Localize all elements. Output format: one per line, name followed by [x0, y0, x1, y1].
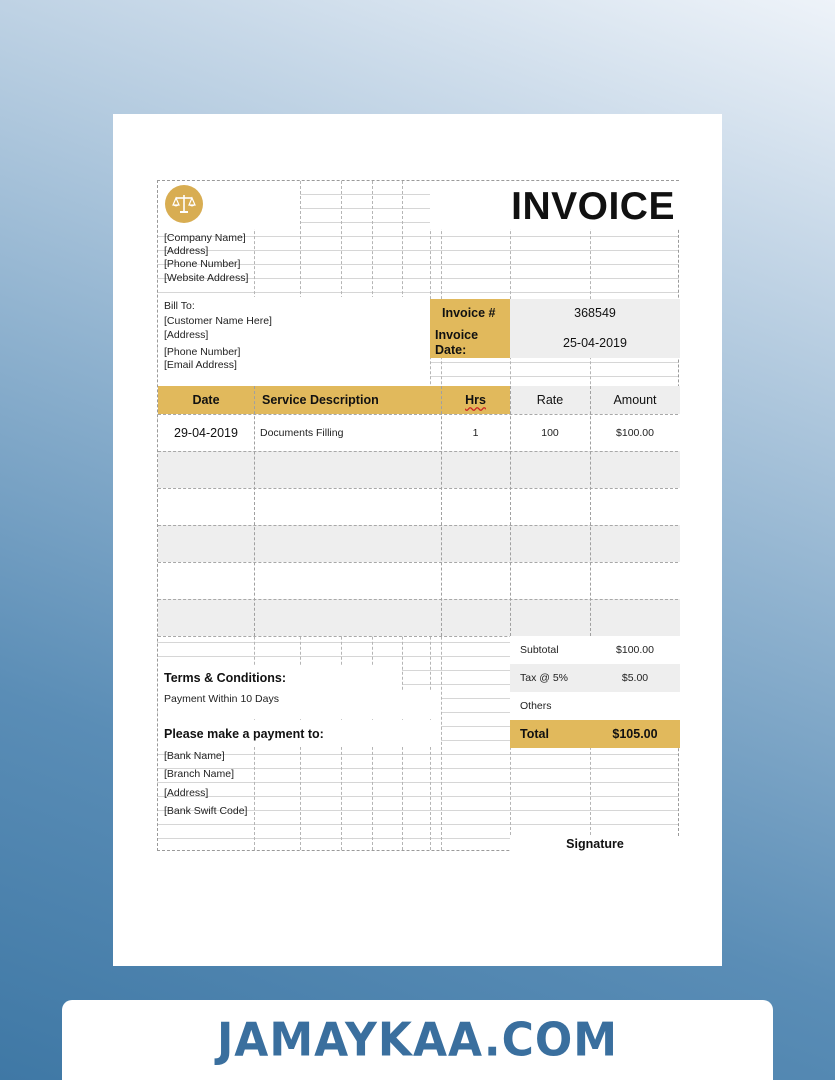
table-row: [158, 451, 680, 488]
row-divider: [158, 414, 678, 415]
invoice-title: INVOICE: [511, 185, 675, 228]
company-address: [Address]: [164, 244, 209, 257]
title-area: [430, 181, 680, 229]
footer-banner: [62, 1000, 773, 1080]
company-name: [Company Name]: [164, 231, 246, 244]
others-label: Others: [510, 692, 590, 720]
table-row: [158, 562, 680, 599]
row-divider: [158, 599, 678, 600]
tax-value: $5.00: [590, 664, 680, 692]
row-divider: [158, 525, 678, 526]
invoice-sheet: [157, 180, 679, 851]
brand-watermark: JAMAYKAA.COM: [216, 1013, 619, 1067]
company-website: [Website Address]: [164, 271, 249, 284]
col-header-rate: Rate: [510, 386, 590, 414]
row-divider: [158, 451, 678, 452]
company-phone: [Phone Number]: [164, 257, 241, 270]
row-divider: [158, 562, 678, 563]
col-header-date: Date: [158, 386, 254, 414]
row-amount: $100.00: [616, 426, 654, 439]
table-col-divider: [590, 386, 591, 636]
row-rate: 100: [541, 426, 559, 439]
invoice-page: [113, 114, 722, 966]
signature-label: Signature: [510, 836, 680, 851]
table-row: [158, 488, 680, 525]
col-header-description: Service Description: [254, 386, 441, 414]
others-value: [590, 692, 680, 720]
col-header-hrs-text: Hrs: [465, 393, 486, 407]
invoice-number-label: Invoice #: [430, 299, 510, 327]
customer-email: [Email Address]: [164, 358, 237, 371]
col-header-amount: Amount: [590, 386, 680, 414]
col-header-hrs: [441, 386, 510, 414]
terms-heading: Terms & Conditions:: [158, 665, 402, 691]
invoice-date-label: Invoice Date:: [430, 327, 510, 358]
bill-to-block: [158, 297, 430, 385]
table-row: [158, 599, 680, 636]
row-description: Documents Filling: [260, 426, 344, 439]
tax-label: Tax @ 5%: [510, 664, 590, 692]
logo-area: [158, 181, 300, 229]
row-divider: [158, 488, 678, 489]
customer-address: [Address]: [164, 328, 209, 341]
table-col-divider: [441, 386, 442, 636]
table-col-divider: [254, 386, 255, 636]
table-col-divider: [510, 386, 511, 636]
customer-name: [Customer Name Here]: [164, 314, 272, 327]
table-row: [158, 525, 680, 562]
total-label: Total: [510, 720, 590, 748]
invoice-date-value: 25-04-2019: [510, 327, 680, 358]
scales-of-justice-icon: [165, 185, 203, 223]
customer-phone: [Phone Number]: [164, 345, 241, 358]
total-value: $105.00: [590, 720, 680, 748]
payment-heading: Please make a payment to:: [158, 721, 441, 747]
bank-name: [Bank Name]: [164, 750, 225, 762]
bank-swift-code: [Bank Swift Code]: [164, 805, 248, 817]
bank-address: [Address]: [164, 787, 209, 799]
invoice-number-value: 368549: [510, 299, 680, 327]
subtotal-value: $100.00: [590, 636, 680, 664]
bill-to-label: Bill To:: [164, 299, 195, 312]
row-date: 29-04-2019: [174, 425, 238, 440]
branch-name: [Branch Name]: [164, 768, 235, 780]
terms-text: Payment Within 10 Days: [158, 691, 441, 719]
subtotal-label: Subtotal: [510, 636, 590, 664]
row-hrs: 1: [472, 426, 479, 439]
